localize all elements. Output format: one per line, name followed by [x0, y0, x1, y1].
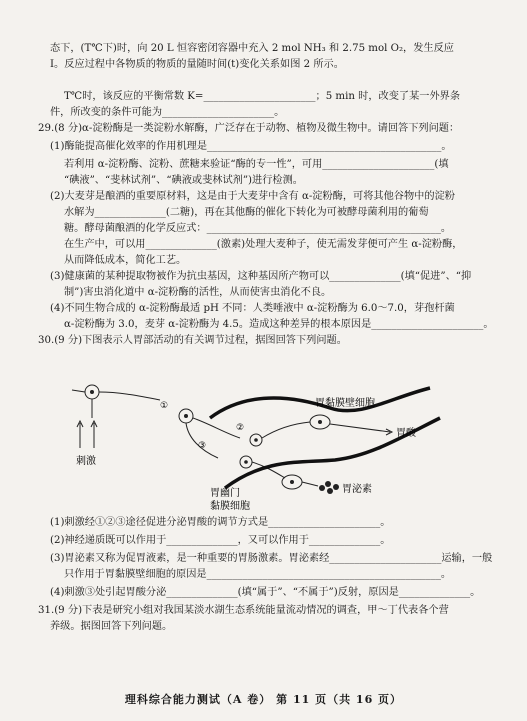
text-line: (2)大麦芽是酿酒的重要原材料，这是由于大麦芽中含有 α-淀粉酶，可将其他谷物中的淀粉 [50, 191, 455, 202]
label-num-3: ③ [198, 441, 207, 451]
label-num-1: ① [160, 401, 169, 411]
text-line: (1)刺激经①②③途径促进分泌胃酸的调节方式是______________________。 [50, 517, 391, 528]
neuron-1 [72, 385, 160, 418]
text-line: 态下，(T℃下)时，向 20 L 恒容密闭容器中充入 2 mol NH₃ 和 2.75 mol O₂，发生反应 [50, 43, 454, 54]
antrum-cell [282, 475, 318, 489]
label-mucosa-cell: 黏膜细胞 [210, 501, 250, 512]
label-gastric-acid: 胃酸 [396, 428, 416, 439]
text-line: (3)健康菌的某种提取物被作为抗虫基因，这种基因所产物可以______________(填“促进”、“抑 [50, 271, 472, 282]
label-gastrin: 胃泌素 [342, 484, 372, 495]
label-stimulus: 刺激 [76, 456, 96, 467]
text-line: (3)胃泌素又称为促胃液素，是一种重要的胃肠激素。胃泌素经______________________运输，一般 [50, 553, 493, 564]
text-line: 29.(8 分)α-淀粉酶是一类淀粉水解酶，广泛存在于动物、植物及微生物中。请回答下列问题： [38, 123, 460, 134]
page-footer: 理科综合能力测试（A 卷） 第 11 页（共 16 页） [124, 693, 403, 706]
text-line: 糖。酵母菌酿酒的化学反应式：______________________________________________。 [64, 223, 452, 234]
text-line: 养级。据图回答下列问题。 [50, 621, 173, 632]
text-line: Ⅰ。反应过程中各物质的物质的量随时间(t)变化关系如图 2 所示。 [50, 59, 344, 70]
stimulus-arrows [77, 421, 97, 448]
text-line: 若利用 α-淀粉酶、淀粉、蔗糖来验证“酶的专一性”，可用______________________(填 [64, 159, 449, 170]
label-num-2: ② [236, 423, 245, 433]
parietal-cell [310, 415, 392, 435]
text-line: 只作用于胃黏膜壁细胞的原因是______________________________________________。 [64, 569, 452, 580]
text-line: 从而降低成本，简化工艺。 [64, 255, 187, 266]
text-line: (4)刺激③处引起胃酸分泌______________(填“属于”、“不属于”)反射，原因是______________。 [50, 587, 481, 598]
text-line: 在生产中，可以用______________(激素)处理大麦种子，使无需发芽便可产生 α-淀粉酶， [64, 239, 463, 250]
text-line: α-淀粉酶为 3.0，麦芽 α-淀粉酶为 4.5。造成这种差异的根本原因是______________________。 [64, 319, 494, 330]
text-line: 30.(9 分)下图表示人胃部活动的有关调节过程，据图回答下列问题。 [38, 335, 347, 346]
text-line: 水解为______________(二糖)，再在其他酶的催化下转化为可被酵母菌利用的葡萄 [64, 207, 429, 218]
gastrin-cluster [319, 481, 339, 494]
text-line: 件，所改变的条件可能为______________________。 [50, 107, 285, 118]
text-line: T℃时，该反应的平衡常数 K=______________________；5 min 时，改变了某一外界条 [64, 91, 461, 102]
label-antrum: 胃幽门 [210, 488, 240, 499]
gastric-regulation-diagram [60, 378, 480, 513]
text-line: 制”)害虫消化道中 α-淀粉酶的活性，从而使害虫消化不良。 [64, 287, 332, 298]
neuron-3 [240, 422, 310, 478]
label-parietal-cell: 胃黏膜壁细胞 [315, 398, 375, 409]
text-line: “碘液”、“斐林试剂”、“碘液或斐林试剂”)进行检测。 [64, 175, 303, 186]
text-line: 31.(9 分)下表是研究小组对我国某淡水湖生态系统能量流动情况的调查，甲～丁代表各个营 [38, 605, 449, 616]
text-line: (1)酶能提高催化效率的作用机理是______________________________________________。 [50, 141, 452, 152]
text-line: (2)神经递质既可以作用于______________，又可以作用于______________。 [50, 535, 391, 546]
text-line: (4)不同生物合成的 α-淀粉酶最适 pH 不同：人类唾液中 α-淀粉酶为 6.0～7.0，芽孢杆菌 [50, 303, 455, 314]
